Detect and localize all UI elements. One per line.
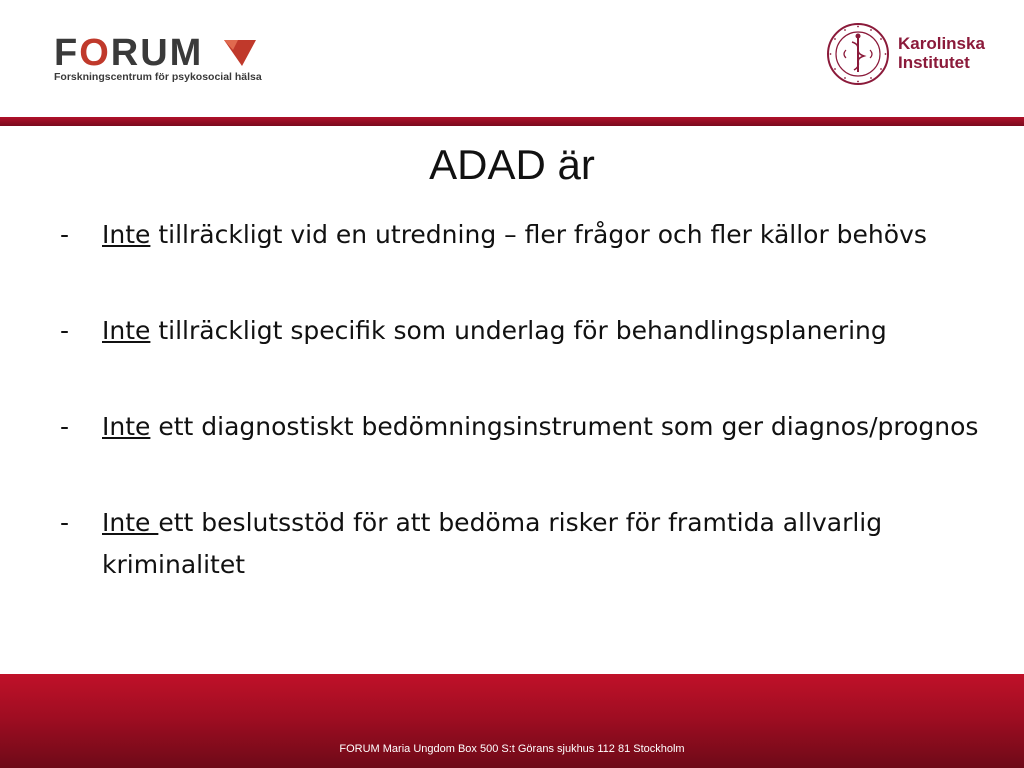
bullet-text: tillräckligt specifik som underlag för behandlingsplanering [150, 316, 887, 345]
slide-footer [0, 674, 1024, 768]
karolinska-wordmark: Karolinska Institutet [898, 34, 985, 72]
forum-logo [54, 34, 274, 84]
bullet-dash: - [60, 316, 70, 345]
slide-title: ADAD är [429, 141, 595, 188]
bullet-keyword: Inte [102, 412, 151, 441]
bullet-dash: - [60, 412, 70, 441]
footer-address: FORUM Maria Ungdom Box 500 S:t Görans sjukhus 112 81 Stockholm [339, 743, 685, 755]
forum-logo-subtitle: Forskningscentrum för psykosocial hälsa [54, 71, 262, 83]
slide-header [0, 0, 1024, 117]
bullet-item [60, 214, 980, 256]
forum-logo-wordmark: FORUM [54, 32, 204, 74]
forum-flag-icon [224, 38, 256, 68]
bullet-dash: - [60, 220, 70, 249]
bullet-keyword: Inte [102, 220, 151, 249]
bullet-keyword: Inte [102, 316, 151, 345]
karolinska-seal-icon [826, 22, 890, 86]
bullet-text: ett beslutsstöd för att bedöma risker för framtida allvarlig kriminalitet [102, 508, 883, 579]
bullet-text: tillräckligt vid en utredning – fler frågor och fler källor behövs [150, 220, 927, 249]
karolinska-logo [826, 22, 996, 88]
bullet-list [60, 214, 980, 586]
bullet-item [60, 406, 980, 448]
bullet-item [60, 310, 980, 352]
bullet-dash: - [60, 508, 70, 537]
bullet-keyword: Inte [102, 508, 159, 537]
bullet-text: ett diagnostiskt bedömningsinstrument som ger diagnos/prognos [150, 412, 979, 441]
bullet-item [60, 502, 980, 586]
header-divider [0, 117, 1024, 126]
